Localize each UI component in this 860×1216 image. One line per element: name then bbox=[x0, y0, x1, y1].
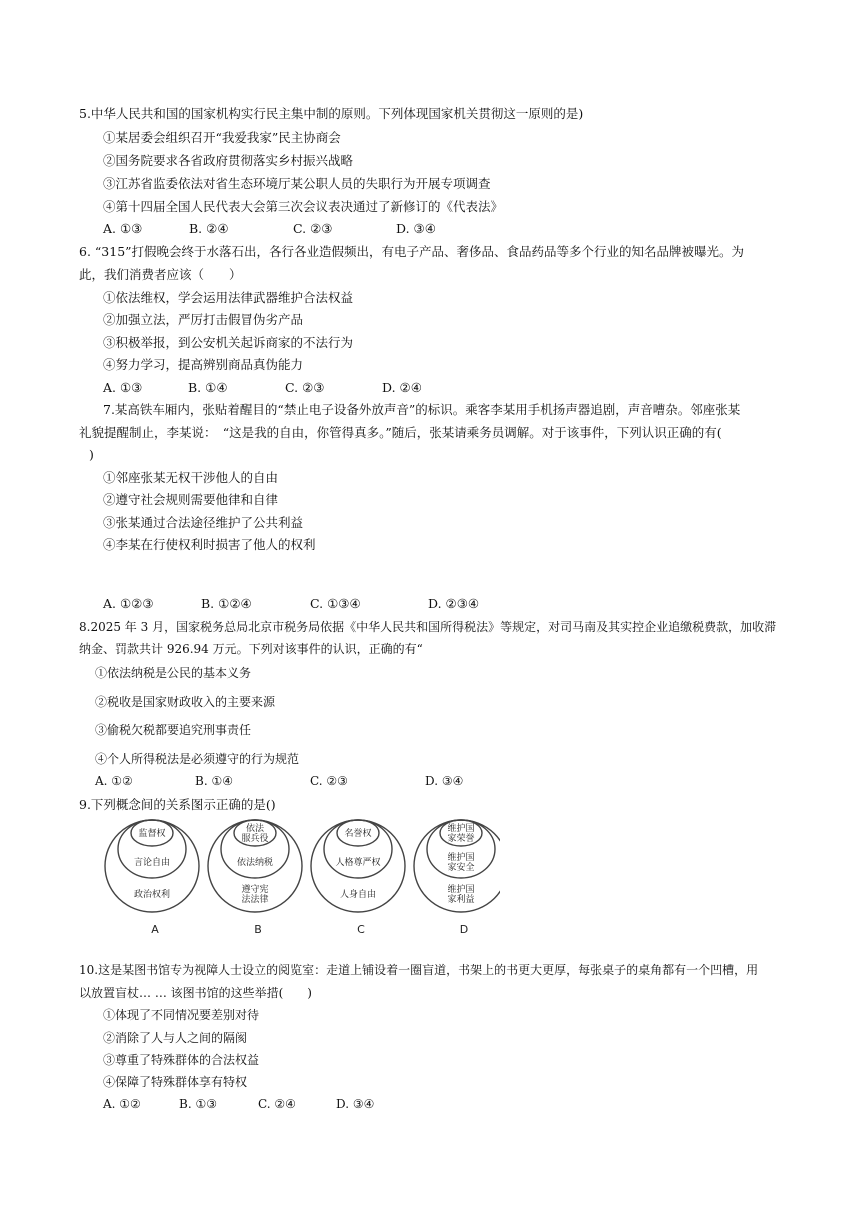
q6-option-b[interactable]: B. ①④ bbox=[188, 380, 228, 395]
q7-option-c[interactable]: C. ①③④ bbox=[310, 596, 361, 611]
inner-label: 监督权 bbox=[138, 829, 166, 839]
q7-item-3: ③张某通过合法途径维护了公共利益 bbox=[103, 515, 304, 530]
q6-option-d[interactable]: D. ②④ bbox=[382, 380, 422, 395]
middle-label: 依法纳税 bbox=[236, 858, 274, 868]
q7-stem-line2: 礼貌提醒制止，李某说： “这是我的自由，你管得真多。”随后，张某请乘务员调解。对于该事件，下列认识正确的有( bbox=[79, 425, 722, 440]
q6-option-a[interactable]: A. ①③ bbox=[103, 380, 143, 395]
q10-option-b[interactable]: B. ①③ bbox=[179, 1097, 217, 1111]
q5-option-b[interactable]: B. ②④ bbox=[189, 221, 229, 236]
q7-stem-line3: ) bbox=[89, 447, 94, 462]
q7-item-2: ②遵守社会规则需要他律和自律 bbox=[103, 492, 279, 507]
q10-item-1: ①体现了不同情况要差别对待 bbox=[103, 1008, 260, 1022]
q6-item-3: ③积极举报，到公安机关起诉商家的不法行为 bbox=[103, 335, 354, 350]
q9-stem: 9.下列概念间的关系图示正确的是() bbox=[79, 797, 276, 812]
q7-option-a[interactable]: A. ①②③ bbox=[103, 596, 154, 611]
q6-option-c[interactable]: C. ②③ bbox=[285, 380, 325, 395]
venn-diagram-d bbox=[414, 820, 500, 936]
q7-option-b[interactable]: B. ①②④ bbox=[201, 596, 252, 611]
q8-option-c[interactable]: C. ②③ bbox=[310, 774, 348, 788]
q8-option-b[interactable]: B. ①④ bbox=[195, 774, 233, 788]
q5-item-3: ③江苏省监委依法对省生态环境厅某公职人员的失职行为开展专项调查 bbox=[103, 176, 491, 191]
diagram-letter: A bbox=[151, 923, 159, 936]
q10-item-3: ③尊重了特殊群体的合法权益 bbox=[103, 1053, 260, 1067]
q5-option-a[interactable]: A. ①③ bbox=[103, 221, 143, 236]
middle-label: 维护国家安全 bbox=[447, 853, 475, 873]
q5-item-4: ④第十四届全国人民代表大会第三次会议表决通过了新修订的《代表法》 bbox=[103, 199, 504, 214]
outer-label: 政治权利 bbox=[133, 890, 171, 900]
q10-item-2: ②消除了人与人之间的隔阂 bbox=[103, 1031, 248, 1045]
q6-item-1: ①依法维权，学会运用法律武器维护合法权益 bbox=[103, 290, 354, 305]
q5-option-c[interactable]: C. ②③ bbox=[293, 221, 333, 236]
q5-item-2: ②国务院要求各省政府贯彻落实乡村振兴战略 bbox=[103, 153, 354, 168]
q8-option-d[interactable]: D. ③④ bbox=[425, 774, 464, 788]
q10-item-4: ④保障了特殊群体享有特权 bbox=[103, 1075, 248, 1089]
inner-label: 名誉权 bbox=[344, 829, 372, 839]
q8-item-2: ②税收是国家财政收入的主要来源 bbox=[95, 695, 276, 709]
diagram-letter: B bbox=[254, 923, 262, 936]
q6-item-4: ④努力学习，提高辨别商品真伪能力 bbox=[103, 357, 304, 372]
q10-stem-line2: 以放置盲杖… … 该图书馆的这些举措( ) bbox=[79, 986, 312, 1000]
venn-diagram-b bbox=[208, 820, 302, 936]
q8-stem-line1: 8.2025 年 3 月，国家税务总局北京市税务局依据《中华人民共和国所得税法》等规定，对司马南及其实控企业追缴税费款，加收滞 bbox=[79, 620, 777, 634]
q8-stem-line2: 纳金、罚款共计 926.94 万元。下列对该事件的认识，正确的有“ bbox=[79, 642, 423, 656]
q7-item-1: ①邻座张某无权干涉他人的自由 bbox=[103, 470, 279, 485]
q8-item-3: ③偷税欠税都要追究刑事责任 bbox=[95, 723, 252, 737]
q10-option-c[interactable]: C. ②④ bbox=[258, 1097, 296, 1111]
q5-stem: 5.中华人民共和国的国家机构实行民主集中制的原则。下列体现国家机关贯彻这一原则的是) bbox=[79, 106, 584, 121]
q7-item-4: ④李某在行使权利时损害了他人的权利 bbox=[103, 537, 316, 552]
inner-label: 维护国家荣誉 bbox=[447, 824, 475, 844]
outer-label: 遵守宪法法律 bbox=[241, 885, 269, 905]
diagram-letter: D bbox=[459, 923, 469, 936]
q8-item-1: ①依法纳税是公民的基本义务 bbox=[95, 666, 252, 680]
q10-option-d[interactable]: D. ③④ bbox=[336, 1097, 375, 1111]
q9-venn-diagrams bbox=[100, 818, 500, 942]
q7-option-d[interactable]: D. ②③④ bbox=[428, 596, 480, 611]
q10-option-a[interactable]: A. ①② bbox=[103, 1097, 141, 1111]
q5-item-1: ①某居委会组织召开“我爱我家”民主协商会 bbox=[103, 130, 341, 145]
q5-option-d[interactable]: D. ③④ bbox=[396, 221, 436, 236]
q10-stem-line1: 10.这是某图书馆专为视障人士设立的阅览室：走道上铺设着一圈盲道，书架上的书更大更厚，每张桌子的桌角都有一个凹槽，用 bbox=[79, 963, 759, 977]
q8-item-4: ④个人所得税法是必须遵守的行为规范 bbox=[95, 752, 300, 766]
q6-stem-line1: 6. “315”打假晚会终于水落石出，各行各业造假频出，有电子产品、奢侈品、食品药品等多个行业的知名品牌被曝光。为 bbox=[79, 244, 745, 259]
q8-option-a[interactable]: A. ①② bbox=[95, 774, 133, 788]
q6-item-2: ②加强立法，严厉打击假冒伪劣产品 bbox=[103, 312, 304, 327]
q6-stem-line2: 此，我们消费者应该（ ） bbox=[79, 267, 242, 282]
diagram-letter: C bbox=[357, 923, 365, 936]
middle-label: 言论自由 bbox=[133, 858, 171, 868]
outer-label: 维护国家利益 bbox=[447, 885, 475, 905]
q7-stem-line1: 7.某高铁车厢内，张贴着醒目的“禁止电子设备外放声音”的标识。乘客李某用手机扬声器追剧，声音嘈杂。邻座张某 bbox=[103, 402, 741, 417]
middle-label: 人格尊严权 bbox=[335, 858, 381, 868]
venn-diagram-a bbox=[105, 820, 199, 936]
venn-diagram-c bbox=[311, 820, 405, 936]
outer-label: 人身自由 bbox=[339, 890, 377, 900]
inner-label: 依法服兵役 bbox=[241, 824, 269, 844]
